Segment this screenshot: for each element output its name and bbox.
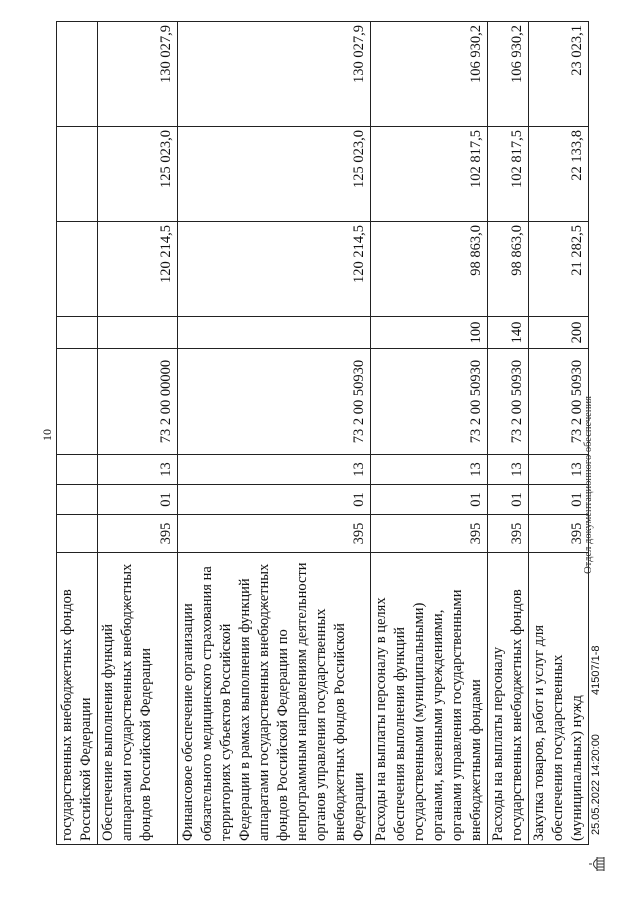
table-row [98, 22, 178, 845]
amount-year-2: 22 133,8 [529, 127, 589, 222]
ved-code [57, 515, 98, 553]
section-code [57, 485, 98, 515]
target-article-code: 73 2 00 50930 [178, 349, 371, 455]
department-stamp: Отдел документационного обеспечения [583, 396, 594, 574]
amount-year-1: 21 282,5 [529, 222, 589, 317]
expense-type-code: 200 [529, 317, 589, 349]
subsection-code: 13 [98, 455, 178, 485]
ved-code: 395 [488, 515, 529, 553]
row-name: Обеспечение выполнения функций аппаратами государственных внебюджетных фондов Российской Федерации [98, 553, 178, 845]
expense-type-code [57, 317, 98, 349]
amount-year-3: 130 027,9 [98, 22, 178, 127]
ved-code: 395 [178, 515, 371, 553]
footer-date: 25.05.2022 14:20:00 [590, 734, 602, 835]
subsection-code: 13 [371, 455, 488, 485]
table-row [371, 22, 488, 845]
subsection-code [57, 455, 98, 485]
section-code: 01 [371, 485, 488, 515]
section-code: 01 [98, 485, 178, 515]
amount-year-1: 98 863,0 [371, 222, 488, 317]
row-name: государственных внебюджетных фондов Российской Федерации [57, 553, 98, 845]
target-article-code: 73 2 00 50930 [371, 349, 488, 455]
section-code: 01 [178, 485, 371, 515]
amount-year-3: 106 930,2 [488, 22, 529, 127]
page-number: 10 [40, 429, 54, 441]
subsection-code: 13 [178, 455, 371, 485]
section-code: 01 [529, 485, 589, 515]
ved-code: 395 [529, 515, 589, 553]
section-code: 01 [488, 485, 529, 515]
duma-emblem-icon [588, 855, 606, 873]
amount-year-2: 125 023,0 [178, 127, 371, 222]
budget-table [56, 21, 589, 845]
target-article-code [57, 349, 98, 455]
amount-year-1: 120 214,5 [98, 222, 178, 317]
expense-type-code: 140 [488, 317, 529, 349]
amount-year-2: 102 817,5 [371, 127, 488, 222]
amount-year-3: 23 023,1 [529, 22, 589, 127]
ved-code: 395 [98, 515, 178, 553]
amount-year-1: 98 863,0 [488, 222, 529, 317]
amount-year-1 [57, 222, 98, 317]
row-name: Расходы на выплаты персоналу государственных внебюджетных фондов [488, 553, 529, 845]
target-article-code: 73 2 00 00000 [98, 349, 178, 455]
expense-type-code: 100 [371, 317, 488, 349]
expense-type-code [98, 317, 178, 349]
amount-year-2: 125 023,0 [98, 127, 178, 222]
amount-year-3: 106 930,2 [371, 22, 488, 127]
table-row [529, 22, 589, 845]
ved-code: 395 [371, 515, 488, 553]
target-article-code: 73 2 00 50930 [488, 349, 529, 455]
row-name: Закупка товаров, работ и услуг для обеспечения государственных (муниципальных) нужд [529, 553, 589, 845]
table-row [178, 22, 371, 845]
subsection-code: 13 [529, 455, 589, 485]
amount-year-2: 102 817,5 [488, 127, 529, 222]
footer-doc-number: 41507/1-8 [590, 645, 602, 695]
amount-year-1: 120 214,5 [178, 222, 371, 317]
target-article-code: 73 2 00 50930 [529, 349, 589, 455]
row-name: Расходы на выплаты персоналу в целях обеспечения выполнения функций государственными (муниципальными) органами, казенными учреждениями, органами управления государственными внебюджетными фондами [371, 553, 488, 845]
expense-type-code [178, 317, 371, 349]
table-row [57, 22, 98, 845]
amount-year-3 [57, 22, 98, 127]
amount-year-2 [57, 127, 98, 222]
row-name: Финансовое обеспечение организации обязательного медицинского страхования на территориях субъектов Российской Федерации в рамках выполнения функций аппаратами государственных внебюджетных фондов Российской Федерации по непрограммным направлениям деятельности органов управления государственных внебюджетных фондов Российской Федерации [178, 553, 371, 845]
subsection-code: 13 [488, 455, 529, 485]
table-row [488, 22, 529, 845]
amount-year-3: 130 027,9 [178, 22, 371, 127]
